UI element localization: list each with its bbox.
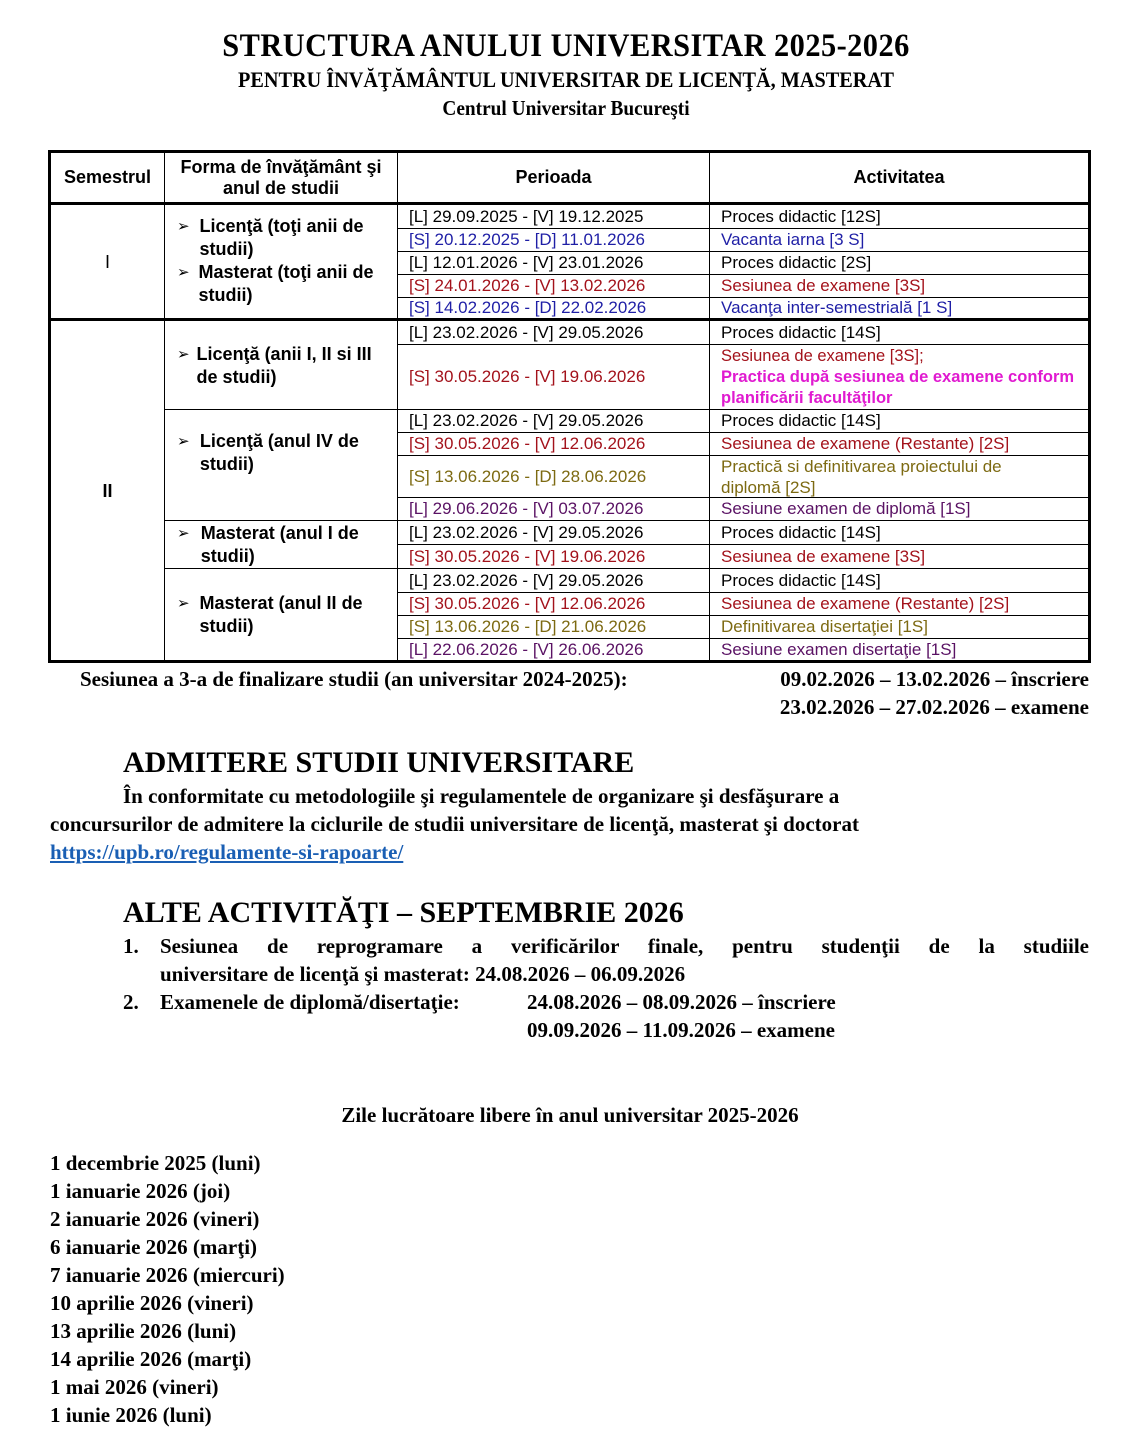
activity-cell: Proces didactic [14S]: [721, 322, 881, 342]
activity-cell: Definitivarea disertaţiei [1S]: [721, 617, 928, 636]
alte-item-1-line2: universitare de licenţă şi masterat: 24.08.2026 – 06.09.2026: [160, 962, 686, 986]
holiday-item: 1 iunie 2026 (luni): [50, 1403, 212, 1427]
period-cell: [S] 30.05.2026 - [V] 12.06.2026: [409, 434, 646, 453]
study-form-label: Masterat (anul I de studii): [200, 523, 359, 566]
activity-cell: Proces didactic [2S]: [721, 253, 872, 272]
holidays-list: [50, 1149, 285, 1429]
study-form-label: Licenţă (anii I, II si III de studii): [196, 344, 372, 387]
holiday-item: 7 ianuarie 2026 (miercuri): [50, 1263, 285, 1287]
activity-cell: Sesiune examen disertaţie [1S]: [721, 639, 957, 659]
activity-cell: Proces didactic [14S]: [721, 522, 881, 542]
admitere-heading: ADMITERE STUDII UNIVERSITARE: [123, 746, 635, 779]
period-cell: [L] 22.06.2026 - [V] 26.06.2026: [409, 639, 644, 659]
arrow-bullet-icon: ➢: [177, 218, 190, 235]
period-cell: [L] 29.09.2025 - [V] 19.12.2025: [409, 206, 644, 226]
university-center: Centrul Universitar Bucureşti: [442, 96, 690, 120]
study-form: [177, 522, 399, 568]
holiday-item: 10 aprilie 2026 (vineri): [50, 1291, 254, 1315]
period-cell: [S] 30.05.2026 - [V] 12.06.2026: [409, 594, 646, 613]
admitere-paragraph-line2: concursurilor de admitere la ciclurile de studii universitare de licenţă, masterat şi doctorat: [50, 812, 859, 836]
column-header-semestrul: Semestrul: [63, 167, 152, 187]
holiday-item: 1 ianuarie 2026 (joi): [50, 1179, 231, 1203]
study-form-label: Masterat (anul II de studii): [199, 593, 363, 636]
study-form-label: Licenţă (anul IV de studii): [199, 431, 359, 474]
col-divider: [164, 153, 165, 660]
study-form: [177, 343, 392, 389]
activity-cell: Sesiunea de examene [3S]: [721, 276, 926, 295]
arrow-bullet-icon: ➢: [177, 346, 190, 363]
activity-cell: Sesiunea de examene [3S]: [721, 546, 926, 566]
holiday-item: 1 decembrie 2025 (luni): [50, 1151, 261, 1175]
period-cell: [S] 30.05.2026 - [V] 19.06.2026: [409, 367, 646, 386]
activity-cell: Vacanţa inter-semestrială [1 S]: [721, 298, 953, 317]
column-header-forma: Forma de învăţământ şi anul de studii: [180, 156, 382, 198]
column-header-perioada: Perioada: [515, 167, 592, 187]
period-cell: [L] 23.02.2026 - [V] 29.05.2026: [409, 411, 644, 430]
period-cell: [S] 14.02.2026 - [D] 22.02.2026: [409, 298, 647, 317]
list-number: 2.: [123, 990, 139, 1014]
finalizare-inscriere: 09.02.2026 – 13.02.2026 – înscriere: [780, 667, 1089, 691]
activity-cell: Practică si definitivarea proiectului de diplomă [2S]: [721, 456, 1002, 497]
schedule-table: [48, 150, 1091, 663]
column-header-activitatea: Activitatea: [853, 167, 945, 187]
semester-label: I: [104, 251, 110, 272]
period-cell: [S] 20.12.2025 - [D] 11.01.2026: [409, 230, 645, 249]
alte-item-1-line1: Sesiunea de reprogramare a verificărilor finale, pentru studenţii de la studiile: [160, 934, 1089, 958]
alte-activitati-heading: ALTE ACTIVITĂŢI – SEPTEMBRIE 2026: [123, 896, 684, 929]
list-number: 1.: [123, 934, 139, 958]
period-cell: [S] 24.01.2026 - [V] 13.02.2026: [409, 276, 646, 295]
study-form: [177, 430, 392, 476]
activity-cell: Sesiunea de examene (Restante) [2S]: [721, 594, 1010, 613]
activity-cell: Proces didactic [14S]: [721, 411, 881, 430]
alte-item-2-examene: 09.09.2026 – 11.09.2026 – examene: [527, 1018, 835, 1042]
alte-item-2-inscriere: 24.08.2026 – 08.09.2026 – înscriere: [527, 990, 836, 1014]
holiday-item: 14 aprilie 2026 (marţi): [50, 1347, 252, 1371]
holiday-item: 6 ianuarie 2026 (marţi): [50, 1235, 258, 1259]
arrow-bullet-icon: ➢: [177, 525, 190, 542]
page-subtitle: PENTRU ÎNVĂŢĂMÂNTUL UNIVERSITAR DE LICENŢĂ, MASTERAT: [237, 67, 895, 92]
period-cell: [S] 13.06.2026 - [D] 21.06.2026: [409, 617, 647, 636]
regulamente-link[interactable]: https://upb.ro/regulamente-si-rapoarte/: [50, 840, 404, 864]
finalizare-examene: 23.02.2026 – 27.02.2026 – examene: [779, 695, 1089, 719]
activity-cell: Proces didactic [12S]: [721, 206, 881, 226]
period-cell: [L] 12.01.2026 - [V] 23.01.2026: [409, 253, 644, 272]
study-form: [177, 215, 392, 307]
arrow-bullet-icon: ➢: [177, 595, 190, 612]
holiday-item: 13 aprilie 2026 (luni): [50, 1319, 237, 1343]
activity-cell: Sesiune examen de diplomă [1S]: [721, 499, 971, 518]
activity-cell: Vacanta iarna [3 S]: [721, 230, 865, 249]
activity-cell: Sesiunea de examene (Restante) [2S]: [721, 434, 1010, 453]
period-cell: [L] 23.02.2026 - [V] 29.05.2026: [409, 570, 644, 590]
page-title: STRUCTURA ANULUI UNIVERSITAR 2025-2026: [222, 28, 910, 64]
period-cell: [L] 23.02.2026 - [V] 29.05.2026: [409, 522, 644, 542]
activity-text: Sesiunea de examene [3S];: [721, 346, 924, 365]
semester-label: II: [102, 480, 113, 501]
period-cell: [L] 29.06.2026 - [V] 03.07.2026: [409, 499, 644, 518]
period-cell: [L] 23.02.2026 - [V] 29.05.2026: [409, 322, 644, 342]
study-form: [177, 592, 392, 638]
holidays-heading: Zile lucrătoare libere în anul universitar 2025-2026: [341, 1103, 799, 1127]
arrow-bullet-icon: ➢: [177, 264, 190, 281]
period-cell: [S] 30.05.2026 - [V] 19.06.2026: [409, 546, 646, 566]
holiday-item: 1 mai 2026 (vineri): [50, 1375, 219, 1399]
activity-cell: Proces didactic [14S]: [721, 570, 881, 590]
arrow-bullet-icon: ➢: [177, 433, 190, 450]
period-cell: [S] 13.06.2026 - [D] 28.06.2026: [409, 466, 647, 486]
activity-note: Practica după sesiunea de examene conform planificării facultăţilor: [721, 367, 1075, 407]
activity-cell: [710, 345, 1088, 409]
study-form-label: Licenţă (toţi anii de studii): [199, 216, 364, 259]
finalizare-label: Sesiunea a 3-a de finalizare studii (an universitar 2024-2025):: [80, 667, 628, 691]
alte-item-2-label: Examenele de diplomă/disertaţie:: [160, 990, 460, 1014]
admitere-paragraph-line1: În conformitate cu metodologiile şi regulamentele de organizare şi desfăşurare a: [123, 784, 840, 808]
study-form-label: Masterat (toţi anii de studii): [198, 262, 374, 305]
holiday-item: 2 ianuarie 2026 (vineri): [50, 1207, 260, 1231]
